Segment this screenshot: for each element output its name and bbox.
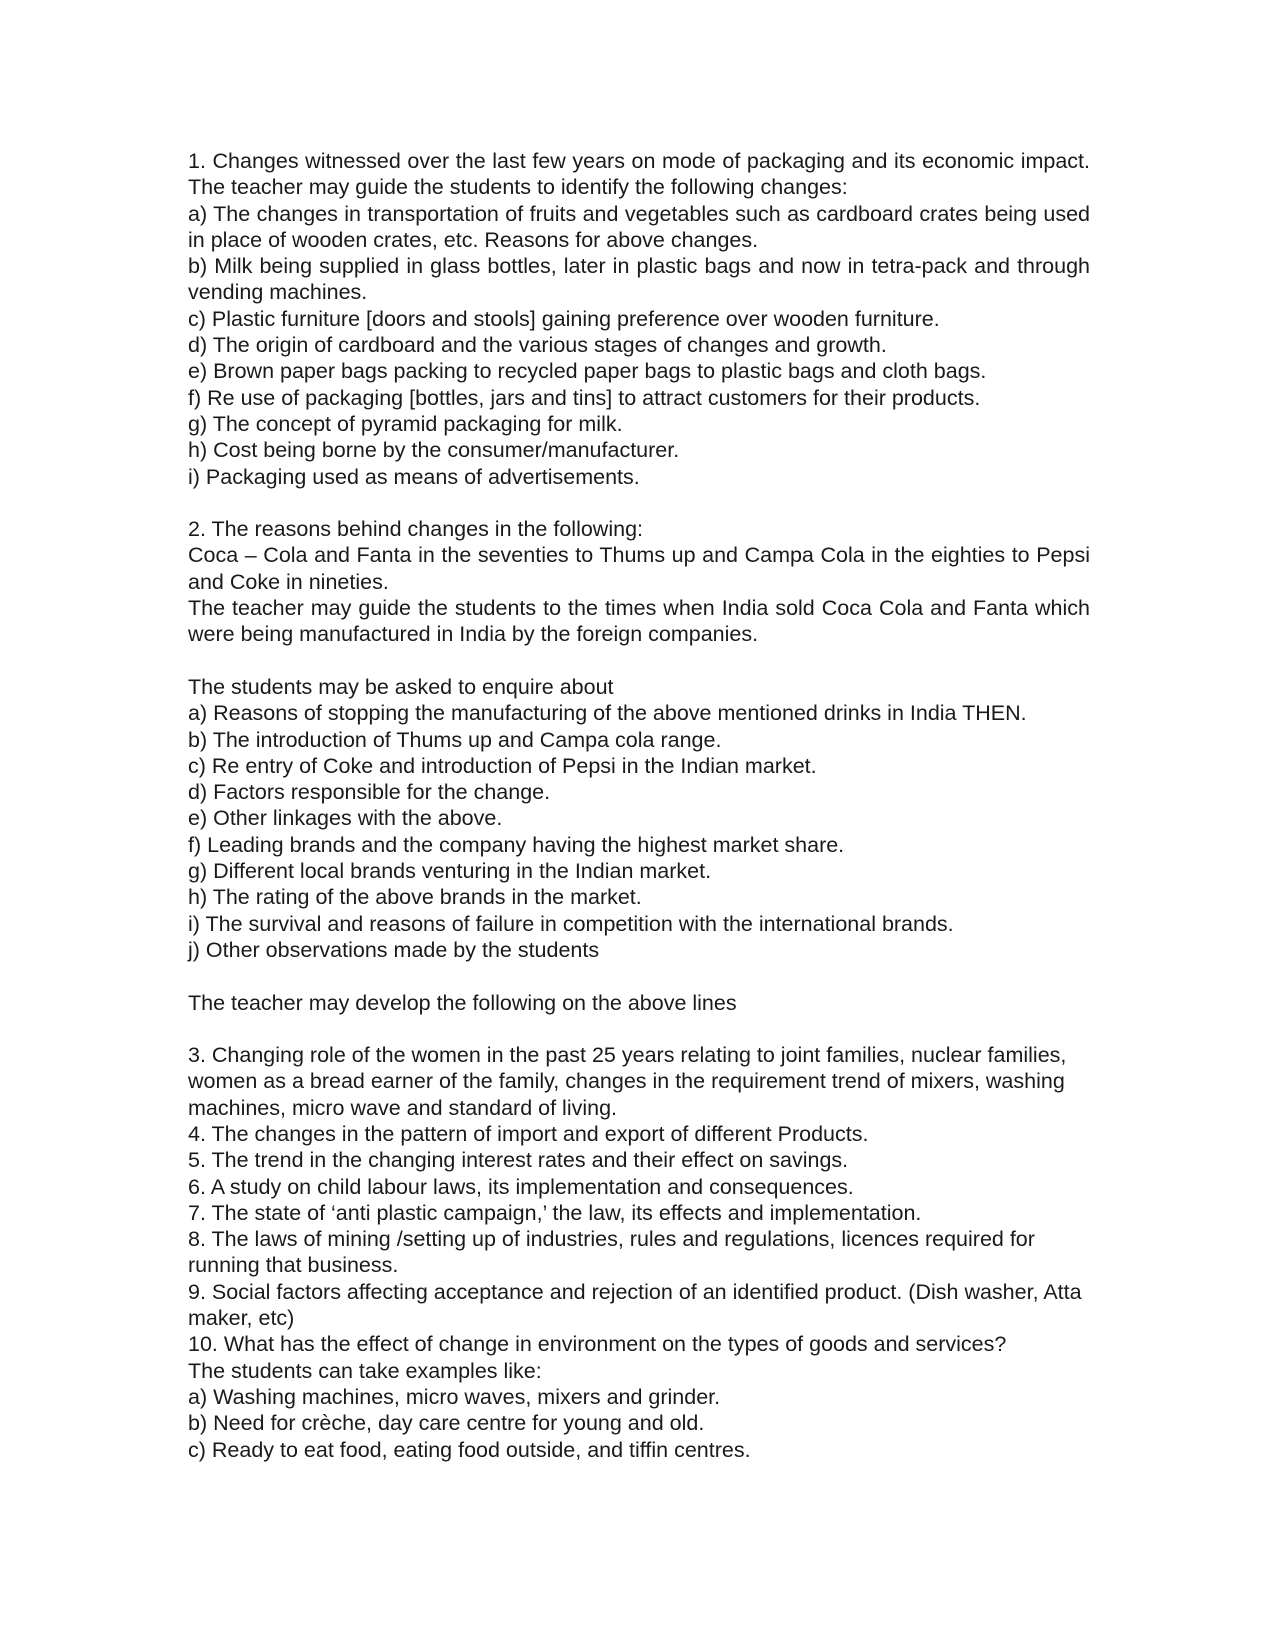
list-item: 5. The trend in the changing interest rates and their effect on savings.: [188, 1148, 849, 1173]
list-item: f) Re use of packaging [bottles, jars and tins] to attract customers for their products.: [188, 385, 981, 410]
list-item: a) Washing machines, micro waves, mixers and grinder.: [188, 1384, 721, 1409]
list-item: 10. What has the effect of change in environment on the types of goods and services?: [188, 1332, 1007, 1357]
list-item: The students can take examples like:: [188, 1358, 542, 1383]
list-item: i) The survival and reasons of failure in competition with the international brands.: [188, 911, 954, 936]
paragraph-gap: [188, 490, 1090, 516]
section1-intro: 1. Changes witnessed over the last few years on mode of packaging and its economic impact. The teacher may guide the students to identify the following changes:: [188, 149, 1090, 200]
list-item: c) Ready to eat food, eating food outside, and tiffin centres.: [188, 1437, 751, 1462]
section2-intro: 2. The reasons behind changes in the following:: [188, 517, 643, 542]
list-item: 6. A study on child labour laws, its implementation and consequences.: [188, 1174, 854, 1199]
list-item: b) The introduction of Thums up and Campa cola range.: [188, 727, 722, 752]
list-item: b) Milk being supplied in glass bottles, later in plastic bags and now in tetra-pack and through vending machines.: [188, 254, 1090, 305]
paragraph-gap: [188, 648, 1090, 674]
list-item: h) The rating of the above brands in the market.: [188, 885, 642, 910]
paragraph-gap: [188, 963, 1090, 989]
list-item: 7. The state of ‘anti plastic campaign,’ the law, its effects and implementation.: [188, 1200, 922, 1225]
list-item: j) Other observations made by the students: [188, 937, 600, 962]
section2-line: Coca – Cola and Fanta in the seventies to Thums up and Campa Cola in the eighties to Pepsi and Coke in nineties.: [188, 543, 1090, 594]
list-item: e) Brown paper bags packing to recycled paper bags to plastic bags and cloth bags.: [188, 359, 987, 384]
list-item: f) Leading brands and the company having the highest market share.: [188, 832, 845, 857]
section2-line: The teacher may guide the students to the times when India sold Coca Cola and Fanta which were being manufactured in India by the foreign companies.: [188, 596, 1090, 647]
list-item: i) Packaging used as means of advertisements.: [188, 464, 640, 489]
paragraph-gap: [188, 1016, 1090, 1042]
list-item: c) Re entry of Coke and introduction of Pepsi in the Indian market.: [188, 753, 817, 778]
list-item: d) Factors responsible for the change.: [188, 780, 551, 805]
list-item: g) Different local brands venturing in the Indian market.: [188, 859, 712, 884]
list-item: 4. The changes in the pattern of import and export of different Products.: [188, 1121, 869, 1146]
list-item: 8. The laws of mining /setting up of industries, rules and regulations, licences required for running that business.: [188, 1227, 1035, 1278]
enquire-intro: The students may be asked to enquire about: [188, 674, 614, 699]
list-item: g) The concept of pyramid packaging for milk.: [188, 411, 623, 436]
list-item: 3. Changing role of the women in the past 25 years relating to joint families, nuclear families, women as a bread earner of the family, changes in the requirement trend of mixers, washing machines, micro wave and standard of living.: [188, 1043, 1067, 1120]
list-item: 9. Social factors affecting acceptance and rejection of an identified product. (Dish washer, Atta maker, etc): [188, 1279, 1082, 1331]
develop-line: The teacher may develop the following on the above lines: [188, 990, 737, 1015]
list-item: e) Other linkages with the above.: [188, 806, 503, 831]
list-item: c) Plastic furniture [doors and stools] gaining preference over wooden furniture.: [188, 306, 940, 331]
document-page: [188, 148, 1090, 1463]
list-item: h) Cost being borne by the consumer/manufacturer.: [188, 438, 680, 463]
list-item: a) Reasons of stopping the manufacturing of the above mentioned drinks in India THEN.: [188, 701, 1027, 726]
list-item: d) The origin of cardboard and the various stages of changes and growth.: [188, 333, 887, 358]
list-item: b) Need for crèche, day care centre for young and old.: [188, 1411, 705, 1436]
list-item: a) The changes in transportation of fruits and vegetables such as cardboard crates being used in place of wooden crates, etc. Reasons for above changes.: [188, 201, 1090, 252]
